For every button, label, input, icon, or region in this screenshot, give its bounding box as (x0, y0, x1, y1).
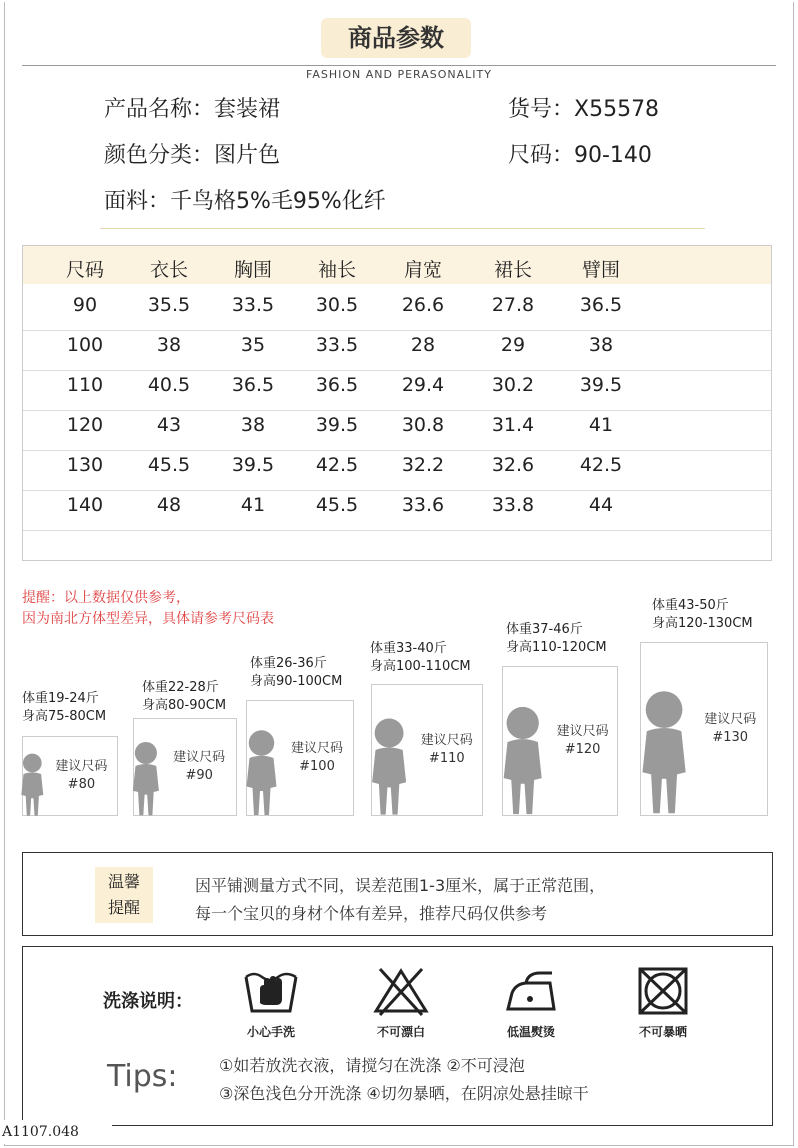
table-cell: 120 (66, 414, 104, 436)
row-divider (23, 450, 771, 451)
child-silhouette-icon (367, 716, 415, 818)
notice-line-2: 因为南北方体型差异，具体请参考尺码表 (22, 611, 274, 627)
table-cell: 29.4 (401, 374, 445, 396)
table-cell: 41 (240, 494, 266, 516)
table-cell: 42.5 (579, 454, 623, 476)
guide-weight: 体重43-50斤 (652, 598, 729, 613)
table-cell: 38 (588, 334, 614, 356)
table-cell: 32.2 (401, 454, 445, 476)
guide-height: 身高110-120CM (506, 640, 607, 655)
tip-line: ③深色浅色分开洗涤 ④切勿暴晒，在阴凉处悬挂晾干 (219, 1084, 589, 1103)
table-cell: 26.6 (401, 294, 445, 316)
hand-wash-label: 小心手洗 (246, 1025, 295, 1039)
table-cell: 36.5 (315, 374, 359, 396)
guide-recommend-size: #80 (67, 777, 96, 792)
child-silhouette-icon (498, 704, 551, 818)
no-sun-label: 不可暴晒 (638, 1025, 687, 1039)
guide-recommend (545, 723, 620, 759)
guide-recommend-size: #130 (712, 730, 749, 745)
table-cell: 33.8 (491, 494, 535, 516)
guide-recommend (278, 740, 356, 776)
product-fabric: 面料：千鸟格5%毛95%化纤 (104, 189, 386, 214)
table-cell: 48 (156, 494, 182, 516)
warm-tips-text: 因平铺测量方式不同，误差范围1-3厘米，属于正常范围， (195, 876, 606, 895)
divider (22, 65, 776, 66)
table-cell: 45.5 (315, 494, 359, 516)
table-cell: 39.5 (315, 414, 359, 436)
table-cell: 130 (66, 454, 104, 476)
table-header-cell: 肩宽 (403, 259, 442, 281)
table-header-cell: 胸围 (233, 259, 272, 281)
no-bleach-icon (370, 965, 432, 1017)
product-sku: 货号：X55578 (508, 97, 660, 122)
page-subtitle: FASHION AND PERASONALITY (306, 68, 492, 81)
table-header-cell: 尺码 (65, 259, 104, 281)
guide-recommend-label: 建议尺码 (290, 741, 343, 756)
table-cell: 30.8 (401, 414, 445, 436)
divider (100, 228, 705, 229)
guide-height: 身高90-100CM (250, 674, 343, 689)
low-iron (491, 965, 571, 1040)
low-iron-icon (500, 965, 562, 1017)
guide-recommend-label: 建议尺码 (173, 750, 226, 765)
washing-title: 洗涤说明： (103, 991, 193, 1012)
no-bleach-label: 不可漂白 (376, 1025, 425, 1039)
guide-weight: 体重26-36斤 (250, 656, 327, 671)
table-cell: 40.5 (147, 374, 191, 396)
table-cell: 30.2 (491, 374, 535, 396)
product-code: A1107.048 (0, 1120, 112, 1144)
row-divider (23, 490, 771, 491)
table-cell: 32.6 (491, 454, 535, 476)
guide-recommend-label: 建议尺码 (556, 724, 609, 739)
table-header-cell: 臂围 (581, 259, 620, 281)
guide-recommend (43, 758, 120, 794)
table-header-cell: 衣长 (149, 259, 188, 281)
hand-wash (231, 965, 311, 1040)
guide-recommend-size: #90 (185, 768, 213, 783)
table-cell: 35 (240, 334, 266, 356)
row-divider (23, 330, 771, 331)
table-header-cell: 裙长 (493, 259, 532, 281)
guide-height: 身高120-130CM (652, 616, 753, 631)
child-silhouette-icon (636, 688, 696, 818)
table-cell: 33.6 (401, 494, 445, 516)
table-cell: 35.5 (147, 294, 191, 316)
guide-recommend (690, 711, 770, 747)
guide-weight: 体重19-24斤 (22, 691, 99, 706)
table-cell: 36.5 (579, 294, 623, 316)
table-cell: 28 (410, 334, 436, 356)
tips-heading: Tips: (107, 1059, 178, 1094)
table-cell: 110 (66, 374, 104, 396)
no-sun-icon (632, 965, 694, 1017)
guide-recommend-label: 建议尺码 (420, 733, 473, 748)
warm-tips-label-line: 温馨 (107, 872, 140, 891)
low-iron-label: 低温熨烫 (506, 1025, 555, 1039)
page-title: 商品参数 (321, 18, 471, 58)
table-cell: 43 (156, 414, 182, 436)
table-cell: 100 (66, 334, 104, 356)
guide-recommend (409, 732, 485, 768)
table-cell: 39.5 (579, 374, 623, 396)
guide-recommend-label: 建议尺码 (704, 712, 757, 727)
table-cell: 36.5 (231, 374, 275, 396)
no-bleach (361, 965, 441, 1040)
guide-recommend-size: #110 (428, 751, 465, 766)
tip-line: ①如若放洗衣液，请搅匀在洗涤 ②不可浸泡 (219, 1056, 525, 1075)
table-cell: 45.5 (147, 454, 191, 476)
table-cell: 31.4 (491, 414, 535, 436)
row-divider (23, 530, 771, 531)
guide-weight: 体重37-46斤 (506, 622, 583, 637)
table-cell: 38 (240, 414, 266, 436)
warm-tips-text: 每一个宝贝的身材个体有差异，推荐尺码仅供参考 (195, 904, 548, 923)
table-cell: 90 (72, 294, 98, 316)
product-size-range: 尺码：90-140 (508, 143, 652, 168)
table-cell: 27.8 (491, 294, 535, 316)
guide-height: 身高75-80CM (22, 709, 107, 724)
table-cell: 39.5 (231, 454, 275, 476)
table-header-cell: 袖长 (317, 259, 356, 281)
guide-recommend (159, 749, 239, 785)
guide-height: 身高80-90CM (142, 698, 227, 713)
guide-recommend-size: #120 (564, 742, 601, 757)
guide-recommend-size: #100 (299, 759, 335, 774)
table-cell: 33.5 (231, 294, 275, 316)
table-cell: 140 (66, 494, 104, 516)
table-cell: 30.5 (315, 294, 359, 316)
guide-height: 身高100-110CM (370, 659, 471, 674)
no-sun (623, 965, 703, 1040)
row-divider (23, 410, 771, 411)
guide-weight: 体重33-40斤 (370, 641, 447, 656)
washing-box (22, 946, 773, 1126)
table-cell: 41 (588, 414, 614, 436)
notice-line-1: 提醒：以上数据仅供参考， (22, 590, 190, 606)
table-cell: 38 (156, 334, 182, 356)
table-cell: 44 (588, 494, 614, 516)
table-cell: 42.5 (315, 454, 359, 476)
size-table (22, 245, 772, 561)
product-color: 颜色分类：图片色 (104, 143, 281, 168)
warm-tips-label-line: 提醒 (107, 898, 140, 917)
warm-tips-box (22, 852, 773, 936)
warm-tips-label (95, 867, 153, 923)
table-cell: 33.5 (315, 334, 359, 356)
guide-weight: 体重22-28斤 (142, 680, 219, 695)
hand-wash-icon (240, 965, 302, 1017)
table-cell: 29 (500, 334, 526, 356)
guide-recommend-label: 建议尺码 (55, 759, 108, 774)
product-name: 产品名称：套装裙 (104, 97, 281, 122)
row-divider (23, 370, 771, 371)
